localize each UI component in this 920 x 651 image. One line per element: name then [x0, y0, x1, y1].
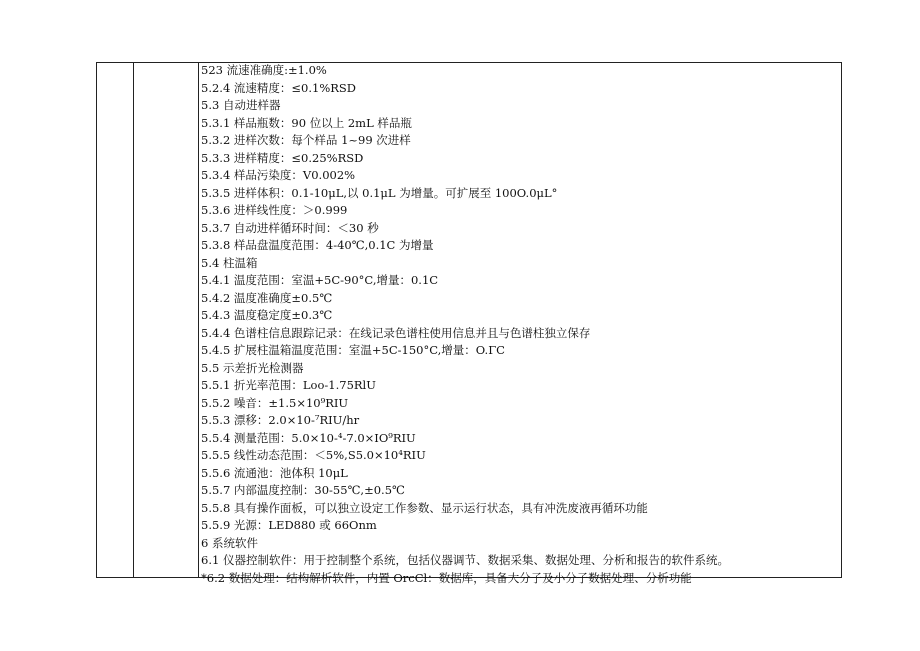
spec-line: 5.3.2 进样次数：每个样品 1~99 次进样	[201, 133, 411, 147]
spec-line: 5.5.6 流通池：池体积 10μL	[201, 465, 348, 480]
spec-line: 5.5.3 漂移：2.0×10-⁷RIU/hr	[201, 413, 360, 427]
spec-line: 6 系统软件	[201, 535, 258, 550]
spec-line: 5.4.1 温度范围：室温+5C-90°C,增量：0.1C	[201, 273, 439, 287]
spec-line: 5.3.5 进样体积：0.1-10μL,以 0.1μL 为增量。可扩展至 100O.0μL°	[201, 185, 558, 200]
spec-line: 5.3.6 进样线性度：＞0.999	[201, 203, 348, 217]
spec-line: 5.4.5 扩展柱温箱温度范围：室温+5C-150°C,增量：O.ΓC	[201, 343, 505, 357]
spec-line: 5.4.2 温度准确度±0.5℃	[201, 290, 333, 305]
spec-line: 5.3.4 样品污染度：V0.002%	[201, 168, 356, 182]
spec-line: 5.4 柱温箱	[201, 255, 258, 270]
spec-line: 5.5.2 噪音：±1.5×10⁹RIU	[201, 395, 349, 410]
spec-line: 5.4.3 温度稳定度±0.3℃	[201, 308, 333, 322]
spec-line: *6.2 数据处理：结构解析软件，内置 OrcCl：数据库，具备大分子及小分子数据处理、分析功能	[201, 570, 692, 585]
spec-line: 5.2.4 流速精度：≤0.1%RSD	[201, 80, 357, 95]
spec-line: 5.5.8 具有操作面板，可以独立设定工作参数、显示运行状态，具有冲洗废液再循环功能	[201, 500, 648, 515]
spec-lines	[201, 62, 841, 587]
spec-line: 5.5.7 内部温度控制：30-55℃,±0.5℃	[201, 483, 405, 497]
spec-line: 5.3.7 自动进样循环时间：＜30 秒	[201, 220, 379, 235]
spec-line: 5.3.8 样品盘温度范围：4-40℃,0.1C 为增量	[201, 238, 434, 252]
spec-line: 5.5 示差折光检测器	[201, 360, 304, 375]
spec-line: 5.5.5 线性动态范围：＜5%,S5.0×10⁴RIU	[201, 448, 426, 462]
spec-line: 5.5.1 折光率范围：Loo-1.75RlU	[201, 378, 376, 392]
spec-line: 5.3.1 样品瓶数：90 位以上 2mL 样品瓶	[201, 115, 412, 130]
spec-line: 5.3 自动进样器	[201, 98, 281, 112]
spec-line: 5.5.4 测量范围：5.0×10-⁴-7.0×IO⁹RIU	[201, 430, 416, 445]
spec-line: 6.1 仪器控制软件：用于控制整个系统，包括仪器调节、数据采集、数据处理、分析和报告的软件系统。	[201, 553, 729, 567]
spec-line: 5.4.4 色谱柱信息跟踪记录：在线记录色谱柱使用信息并且与色谱柱独立保存	[201, 325, 591, 340]
spec-line: 523 流速准确度:±1.0%	[201, 63, 327, 77]
spec-line: 5.3.3 进样精度：≤0.25%RSD	[201, 150, 364, 165]
spec-line: 5.5.9 光源：LED880 或 66Onm	[201, 518, 377, 532]
